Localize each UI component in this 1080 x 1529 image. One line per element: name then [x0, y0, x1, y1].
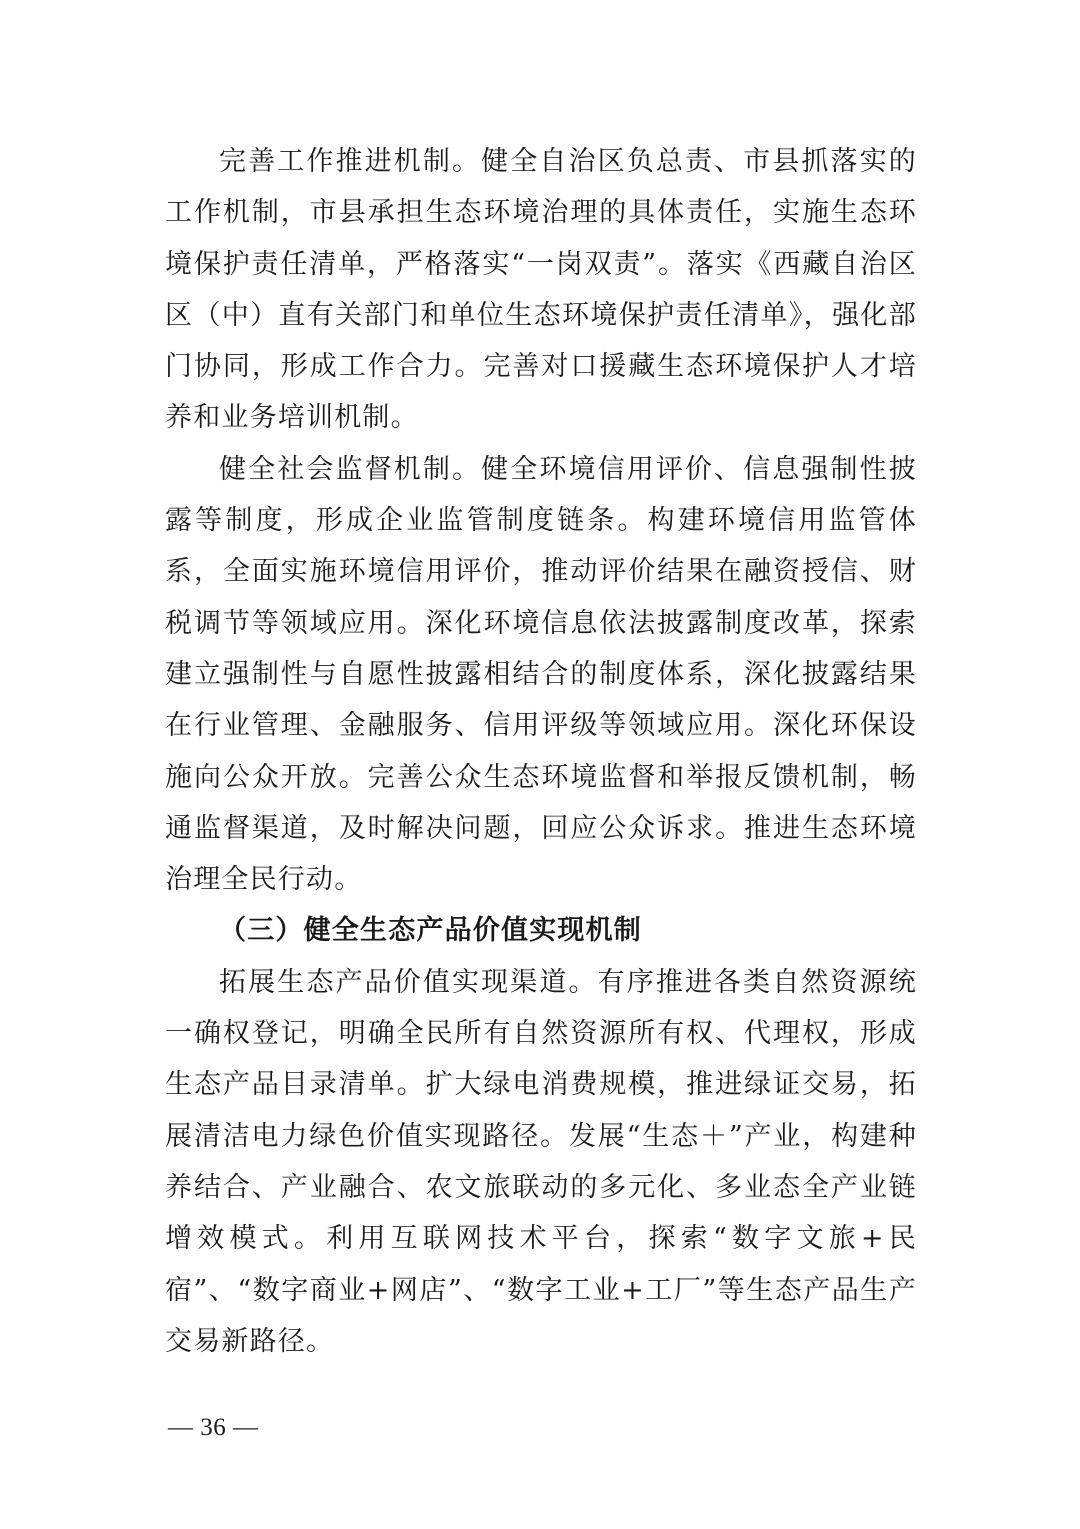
body-text [165, 136, 917, 1367]
paragraph-social-supervision: 健全社会监督机制。健全环境信用评价、信息强制性披露等制度，形成企业监管制度链条。构建环境信用监管体系，全面实施环境信用评价，推动评价结果在融资授信、财税调节等领域应用。深化环境信息依法披露制度改革，探索建立强制性与自愿性披露相结合的制度体系，深化披露结果在行业管理、金融服务、信用评级等领域应用。深化环保设施向公众开放。完善公众生态环境监督和举报反馈机制，畅通监督渠道，及时解决问题，回应公众诉求。推进生态环境治理全民行动。 [165, 453, 917, 896]
page-number: — 36 — [168, 1414, 259, 1441]
section-heading: （三）健全生态产品价值实现机制 [219, 915, 642, 947]
paragraph-work-mechanism: 完善工作推进机制。健全自治区负总责、市县抓落实的工作机制，市县承担生态环境治理的具体责任，实施生态环境保护责任清单，严格落实“一岗双责”。落实《西藏自治区区（中）直有关部门和单位生态环境保护责任清单》，强化部门协同，形成工作合力。完善对口援藏生态环境保护人才培养和业务培训机制。 [165, 146, 917, 434]
paragraph-ecological-products: 拓展生态产品价值实现渠道。有序推进各类自然资源统一确权登记，明确全民所有自然资源所有权、代理权，形成生态产品目录清单。扩大绿电消费规模，推进绿证交易，拓展清洁电力绿色价值实现路径。发展“生态＋”产业，构建种养结合、产业融合、农文旅联动的多元化、多业态全产业链增效模式。利用互联网技术平台，探索“数字文旅+民宿”、“数字商业+网店”、“数字工业+工厂”等生态产品生产交易新路径。 [165, 966, 917, 1357]
